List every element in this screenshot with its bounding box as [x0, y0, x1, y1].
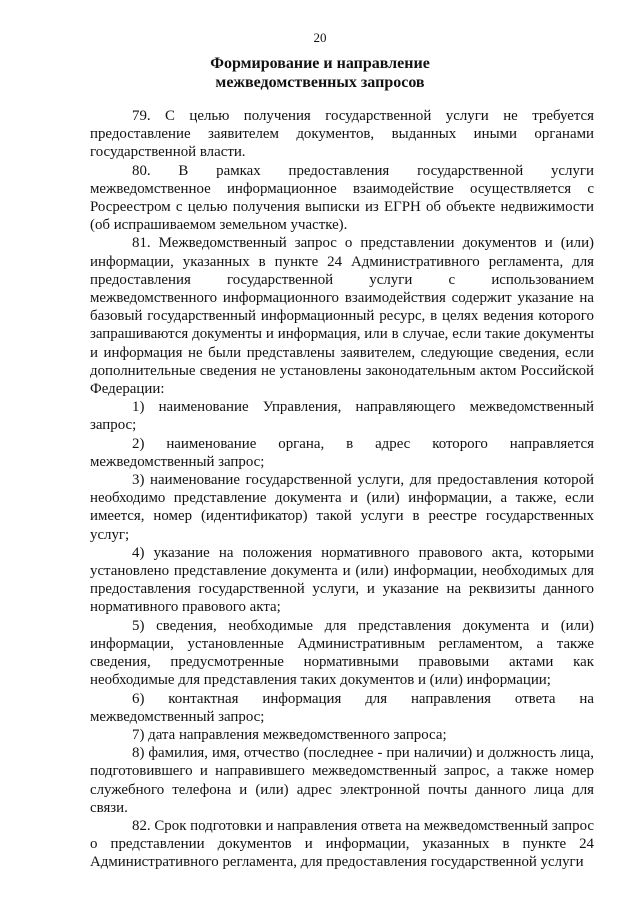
list-item-4: 4) указание на положения нормативного правового акта, которыми установлено представление документа и (или) информации, необходимых для предоставления государственной услуги, и указание на реквизиты данного нормативного правового акта; [90, 544, 594, 616]
section-heading [0, 54, 640, 92]
list-item-5: 5) сведения, необходимые для представления документа и (или) информации, установленные Административным регламентом, а также сведения, предусмотренные нормативными правовыми актами как необходимые для представления таких документов и (или) информации; [90, 617, 594, 689]
list-item-6: 6) контактная информация для направления ответа на межведомственный запрос; [90, 690, 594, 725]
document-body [90, 107, 594, 872]
page-number: 20 [313, 30, 327, 45]
paragraph-81: 81. Межведомственный запрос о представлении документов и (или) информации, указанных в пункте 24 Административного регламента, для предоставления государственной услуги с использованием межведомственного информационного взаимодействия содержит указание на базовый государственный информационный ресурс, в целях ведения которого запрашиваются документы и информация, или в случае, если такие документы и информация не были представлены заявителем, следующие сведения, если дополнительные сведения не установлены законодательным актом Российской Федерации: [90, 235, 594, 398]
paragraph-79: 79. С целью получения государственной услуги не требуется предоставление заявителем документов, выданных иными органами государственной власти. [90, 108, 594, 161]
list-item-3: 3) наименование государственной услуги, для предоставления которой необходимо представление документа и (или) информации, а также, если имеется, номер (идентификатор) такой услуги в реестре государственных услуг; [90, 472, 594, 543]
list-item-8: 8) фамилия, имя, отчество (последнее - при наличии) и должность лица, подготовившего и направившего межведомственный запрос, а также номер служебного телефона и (или) адрес электронной почты данного лица для связи. [90, 745, 594, 816]
paragraph-82: 82. Срок подготовки и направления ответа на межведомственный запрос о представлении документов и информации, указанных в пункте 24 Административного регламента, для предоставления государственной услуги [90, 817, 594, 871]
list-item-2: 2) наименование органа, в адрес которого направляется межведомственный запрос; [90, 435, 594, 470]
list-item-7: 7) дата направления межведомственного запроса; [132, 726, 447, 743]
paragraph-80: 80. В рамках предоставления государственной услуги межведомственное информационное взаимодействие осуществляется с Росреестром с целью получения выписки из ЕГРН об объекте недвижимости (об испрашиваемом земельном участке). [90, 162, 594, 234]
list-item-1: 1) наименование Управления, направляющего межведомственный запрос; [90, 399, 594, 434]
section-heading-line-1: Формирование и направление [210, 55, 430, 72]
section-heading-line-2: межведомственных запросов [215, 74, 425, 91]
